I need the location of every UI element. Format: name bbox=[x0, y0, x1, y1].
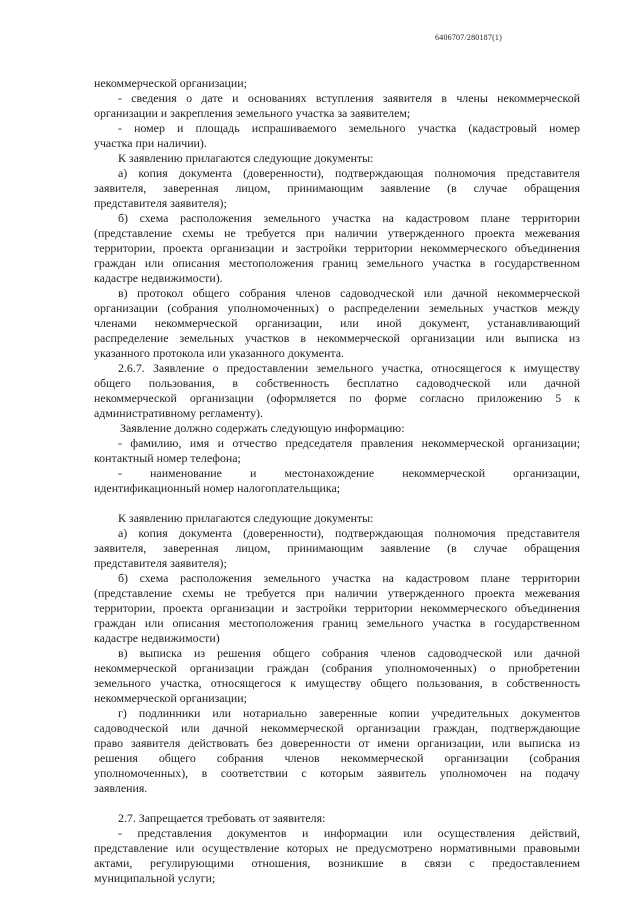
text-line: идентификационный номер налогоплательщика; bbox=[94, 482, 341, 495]
text-line: некоммерческой организации (оформляется по форме согласно приложению 5 к bbox=[94, 392, 580, 405]
text-line: земельного участка, относящегося к имуществу общего пользования, в собственность bbox=[94, 677, 580, 690]
text-line: территории, проекта организации и застройки территории некоммерческого объединения bbox=[94, 242, 580, 255]
text-line: территории, проекта организации и застройки территории некоммерческого объединения bbox=[94, 602, 580, 615]
text-line: граждан или описания местоположения границ земельного участка в государственном bbox=[94, 257, 580, 270]
text-line: в) протокол общего собрания членов садоводческой или дачной некоммерческой bbox=[118, 287, 580, 300]
text-line: - представления документов и информации или осуществления действий, bbox=[118, 827, 580, 840]
text-line: право заявителя действовать без доверенности от имени организации, или выписка из bbox=[94, 737, 580, 750]
text-line: К заявлению прилагаются следующие документы: bbox=[118, 152, 374, 165]
text-line: - наименование и местонахождение некоммерческой организации, bbox=[118, 467, 580, 480]
text-line: указанного протокола или указанного документа. bbox=[94, 347, 344, 360]
text-line: актами, регулирующими отношения, возникшие в связи с предоставлением bbox=[94, 857, 580, 870]
text-line: - номер и площадь испрашиваемого земельного участка (кадастровый номер bbox=[118, 122, 580, 135]
text-line: некоммерческой организации; bbox=[94, 692, 247, 705]
text-line: некоммерческой организации граждан (собрания уполномоченных) о приобретении bbox=[94, 662, 580, 675]
text-line: Заявление должно содержать следующую информацию: bbox=[120, 422, 405, 435]
text-line: решения общего собрания членов некоммерческой организации (собрания bbox=[94, 752, 580, 765]
text-line: б) схема расположения земельного участка на кадастровом плане территории bbox=[118, 212, 580, 225]
text-line: распределение земельных участков в некоммерческой организации или выписка из bbox=[94, 332, 580, 345]
text-line: заявителя, заверенная лицом, принимающим заявление (в случае обращения bbox=[94, 182, 580, 195]
text-line: (представление схемы не требуется при наличии утвержденного проекта межевания bbox=[94, 227, 580, 240]
text-line: организации (собрания уполномоченных) о распределении земельных участков между bbox=[94, 302, 580, 315]
text-line: 2.7. Запрещается требовать от заявителя: bbox=[118, 812, 326, 825]
text-line: а) копия документа (доверенности), подтверждающая полномочия представителя bbox=[118, 167, 580, 180]
text-line: заявления. bbox=[94, 782, 148, 795]
text-line: некоммерческой организации; bbox=[94, 77, 247, 90]
text-line: 2.6.7. Заявление о предоставлении земельного участка, относящегося к имуществу bbox=[118, 362, 580, 375]
text-line: а) копия документа (доверенности), подтверждающая полномочия представителя bbox=[118, 527, 580, 540]
text-line: г) подлинники или нотариально заверенные копии учредительных документов bbox=[118, 707, 580, 720]
text-line: членами некоммерческой организации, или иной документ, устанавливающий bbox=[94, 317, 580, 330]
text-line: К заявлению прилагаются следующие документы: bbox=[118, 512, 374, 525]
text-line: организации и закрепления земельного участка за заявителем; bbox=[94, 107, 411, 120]
document-number: 6406707/280187(1) bbox=[435, 33, 502, 42]
text-line: заявителя, заверенная лицом, принимающим заявление (в случае обращения bbox=[94, 542, 580, 555]
text-line: представителя заявителя); bbox=[94, 197, 227, 210]
text-line: административному регламенту). bbox=[94, 407, 263, 420]
text-line: представление или осуществление которых не предусмотрено нормативными правовыми bbox=[94, 842, 580, 855]
text-line: в) выписка из решения общего собрания членов садоводческой или дачной bbox=[118, 647, 580, 660]
text-line: представителя заявителя); bbox=[94, 557, 227, 570]
text-line: (представление схемы не требуется при наличии утвержденного проекта межевания bbox=[94, 587, 580, 600]
text-line: общего пользования, в собственность бесплатно садоводческой или дачной bbox=[94, 377, 580, 390]
text-line: контактный номер телефона; bbox=[94, 452, 241, 465]
text-line: граждан или описания местоположения границ земельного участка в государственном bbox=[94, 617, 580, 630]
text-line: садоводческой или дачной некоммерческой организации граждан, подтверждающие bbox=[94, 722, 580, 735]
text-line: - фамилию, имя и отчество председателя правления некоммерческой организации; bbox=[118, 437, 580, 450]
text-line: участка при наличии). bbox=[94, 137, 207, 150]
text-line: уполномоченных), в соответствии с которым заявитель уполномочен на подачу bbox=[94, 767, 580, 780]
text-line: кадастре недвижимости) bbox=[94, 632, 220, 645]
text-line: б) схема расположения земельного участка на кадастровом плане территории bbox=[118, 572, 580, 585]
text-line: кадастре недвижимости). bbox=[94, 272, 223, 285]
text-line: муниципальной услуги; bbox=[94, 872, 216, 885]
text-line: - сведения о дате и основаниях вступления заявителя в члены некоммерческой bbox=[118, 92, 580, 105]
